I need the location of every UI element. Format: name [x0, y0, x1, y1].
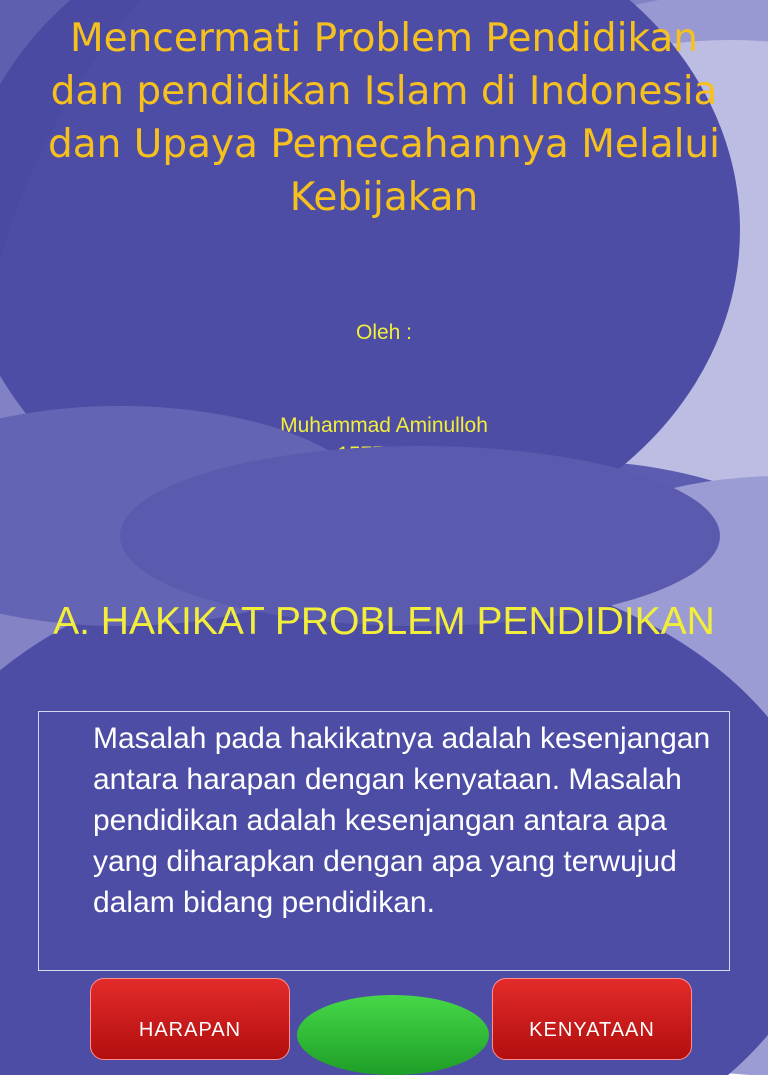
presentation-title: Mencermati Problem Pendidikan dan pendidikan Islam di Indonesia dan Upaya Pemecahannya Melalui Kebijakan [48, 16, 720, 220]
gap-oval [297, 995, 489, 1075]
author-name: Muhammad Aminulloh [280, 414, 488, 437]
definition-box [38, 711, 730, 971]
kenyataan-box [492, 978, 692, 1060]
byline-label: Oleh : [355, 321, 413, 344]
harapan-box [90, 978, 290, 1060]
definition-text: Masalah pada hakikatnya adalah kesenjangan antara harapan dengan kenyataan. Masalah pendidikan adalah kesenjangan antara apa yang diharapkan dengan apa yang terwujud dalam bidang pendidikan. [93, 722, 711, 919]
harapan-label: HARAPAN [138, 1019, 242, 1041]
slide-title: A. HAKIKAT PROBLEM PENDIDIKAN [53, 600, 715, 643]
content-slide [0, 576, 768, 1041]
kenyataan-label: KENYATAAN [529, 1019, 655, 1041]
